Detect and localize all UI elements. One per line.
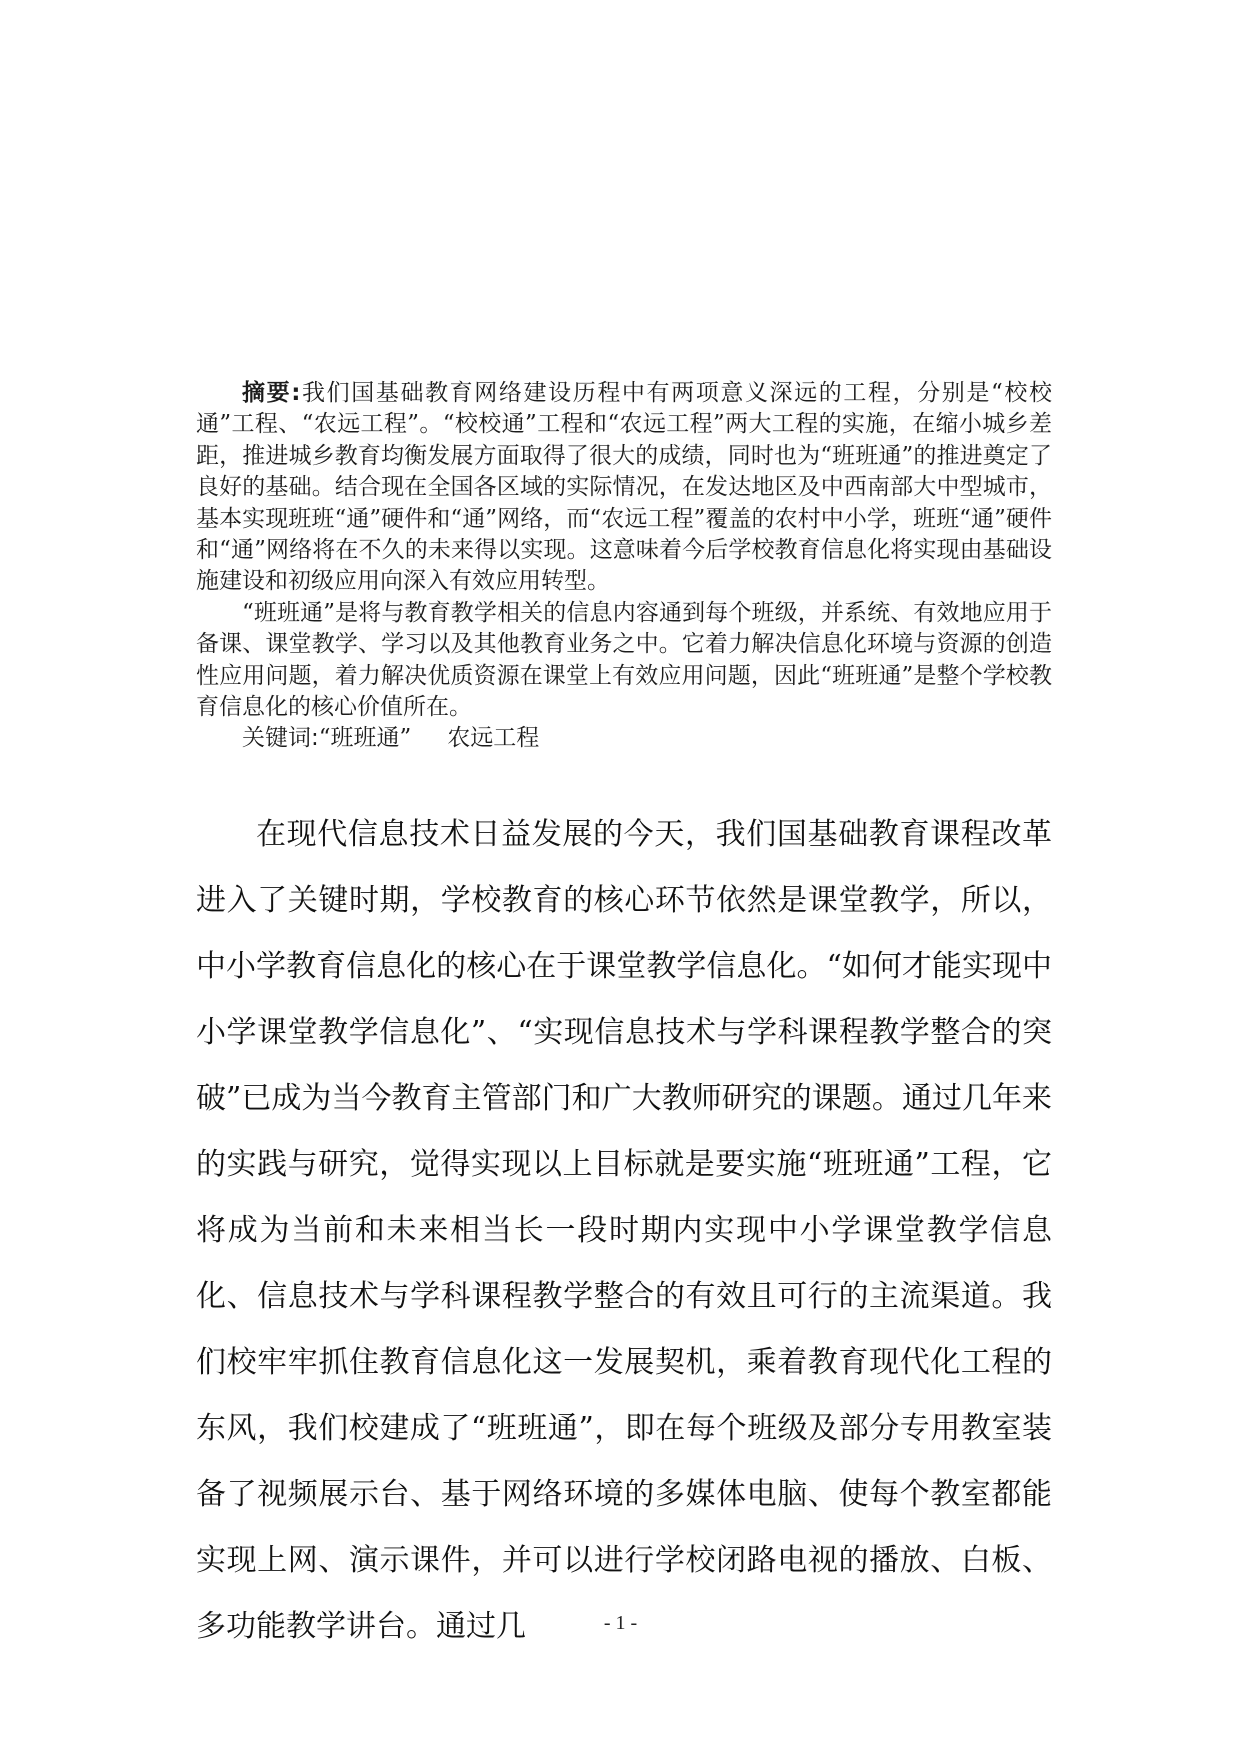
keywords-line — [196, 723, 1052, 754]
abstract-paragraph-2: “班班通”是将与教育教学相关的信息内容通到每个班级，并系统、有效地应用于备课、课堂教学、学习以及其他教育业务之中。它着力解决信息化环境与资源的创造性应用问题，着力解决优质资源在课堂上有效应用问题，因此“班班通”是整个学校教育信息化的核心价值所在。 — [196, 599, 1052, 721]
abstract-label: 摘要: — [242, 380, 301, 406]
body-section — [196, 802, 1052, 1660]
keyword-1: “班班通” — [318, 725, 412, 752]
abstract-text-1: 我们国基础教育网络建设历程中有两项意义深远的工程，分别是“校校通”工程、“农远工程”。“校校通”工程和“农远工程”两大工程的实施，在缩小城乡差距，推进城乡教育均衡发展方面取得了很大的成绩，同时也为“班班通”的推进奠定了良好的基础。结合现在全国各区域的实际情况，在发达地区及中西南部大中型城市，基本实现班班“通”硬件和“通”网络，而“农远工程”覆盖的农村中小学，班班“通”硬件和“通”网络将在不久的未来得以实现。这意味着今后学校教育信息化将实现由基础设施建设和初级应用向深入有效应用转型。 — [196, 380, 1052, 595]
keywords-label: 关键词: — [242, 725, 319, 752]
abstract-section — [196, 378, 1052, 755]
page-number: - 1 - — [603, 1612, 638, 1634]
body-paragraph-1: 在现代信息技术日益发展的今天，我们国基础教育课程改革进入了关键时期，学校教育的核心环节依然是课堂教学，所以，中小学教育信息化的核心在于课堂教学信息化。“如何才能实现中小学课堂教学信息化”、“实现信息技术与学科课程教学整合的突破”已成为当今教育主管部门和广大教师研究的课题。通过几年来的实践与研究，觉得实现以上目标就是要实施“班班通”工程，它将成为当前和未来相当长一段时期内实现中小学课堂教学信息化、信息技术与学科课程教学整合的有效且可行的主流渠道。我们校牢牢抓住教育信息化这一发展契机，乘着教育现代化工程的东风，我们校建成了“班班通”，即在每个班级及部分专用教室装备了视频展示台、基于网络环境的多媒体电脑、使每个教室都能实现上网、演示课件，并可以进行学校闭路电视的播放、白板、多功能教学讲台。通过几 — [196, 817, 1052, 1644]
abstract-paragraph-1 — [196, 378, 1052, 598]
keyword-2: 农远工程 — [447, 725, 540, 752]
